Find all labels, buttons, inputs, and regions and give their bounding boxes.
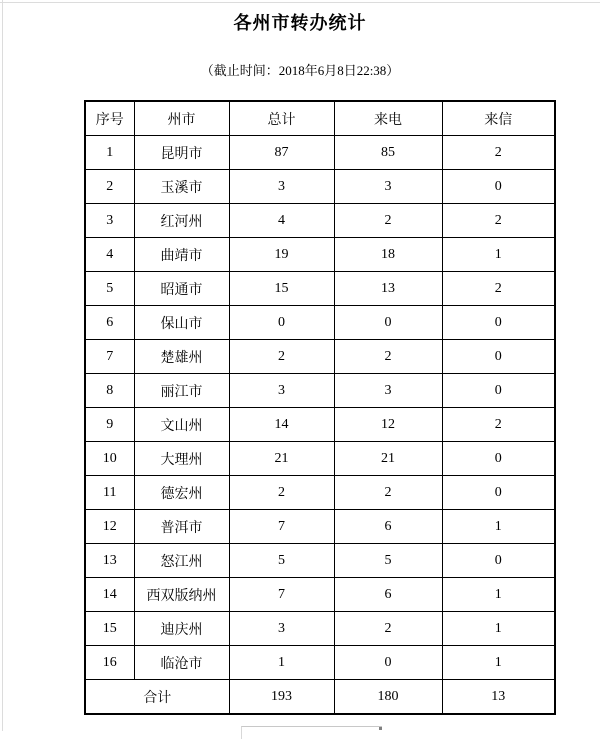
cell-letters: 0 [442,170,555,204]
cell-city: 文山州 [134,408,229,442]
cell-no: 5 [85,272,134,306]
cell-no: 9 [85,408,134,442]
cell-city: 曲靖市 [134,238,229,272]
cell-total: 1 [229,646,334,680]
statistics-table [84,100,556,715]
cell-calls: 18 [334,238,442,272]
cell-calls: 6 [334,510,442,544]
cutoff-bottom-control[interactable] [241,726,382,739]
cell-calls: 2 [334,612,442,646]
cell-calls: 13 [334,272,442,306]
cell-city: 楚雄州 [134,340,229,374]
cell-no: 3 [85,204,134,238]
table-row [85,238,555,272]
footer-label: 合计 [85,680,229,715]
cell-total: 7 [229,578,334,612]
cell-calls: 2 [334,476,442,510]
cell-letters: 1 [442,238,555,272]
table-row [85,272,555,306]
cell-letters: 2 [442,136,555,170]
table-row [85,646,555,680]
cell-letters: 0 [442,340,555,374]
table-footer-row [85,680,555,715]
table-row [85,544,555,578]
page-title: 各州市转办统计 [233,13,367,33]
cell-no: 7 [85,340,134,374]
cell-city: 昆明市 [134,136,229,170]
table-row [85,136,555,170]
cell-letters: 2 [442,204,555,238]
header-letters: 来信 [442,101,555,136]
cell-city: 迪庆州 [134,612,229,646]
cell-letters: 1 [442,510,555,544]
cell-calls: 5 [334,544,442,578]
table-row [85,442,555,476]
table-row [85,578,555,612]
cell-letters: 0 [442,476,555,510]
cell-no: 8 [85,374,134,408]
cell-no: 14 [85,578,134,612]
cell-no: 11 [85,476,134,510]
table-row [85,204,555,238]
cell-no: 1 [85,136,134,170]
table-row [85,374,555,408]
cell-total: 3 [229,374,334,408]
cell-calls: 2 [334,340,442,374]
cell-city: 大理州 [134,442,229,476]
header-no: 序号 [85,101,134,136]
cell-no: 4 [85,238,134,272]
table-row [85,612,555,646]
cell-no: 16 [85,646,134,680]
cell-no: 10 [85,442,134,476]
cell-total: 2 [229,340,334,374]
cell-no: 15 [85,612,134,646]
cell-total: 2 [229,476,334,510]
cell-letters: 0 [442,306,555,340]
cell-city: 临沧市 [134,646,229,680]
cell-calls: 6 [334,578,442,612]
cell-calls: 12 [334,408,442,442]
cell-letters: 1 [442,578,555,612]
cell-calls: 3 [334,170,442,204]
cell-calls: 3 [334,374,442,408]
cell-letters: 0 [442,442,555,476]
table-row [85,408,555,442]
footer-calls: 180 [334,680,442,715]
table-header-row [85,101,555,136]
cell-total: 5 [229,544,334,578]
table-row [85,476,555,510]
cell-total: 19 [229,238,334,272]
cell-city: 昭通市 [134,272,229,306]
cell-no: 2 [85,170,134,204]
cell-calls: 0 [334,646,442,680]
cell-total: 4 [229,204,334,238]
cell-letters: 0 [442,374,555,408]
cell-city: 德宏州 [134,476,229,510]
cell-city: 玉溪市 [134,170,229,204]
cell-letters: 0 [442,544,555,578]
cell-city: 保山市 [134,306,229,340]
footer-total: 193 [229,680,334,715]
cell-letters: 1 [442,612,555,646]
cell-total: 3 [229,612,334,646]
cell-total: 7 [229,510,334,544]
cell-no: 13 [85,544,134,578]
cell-total: 0 [229,306,334,340]
cutoff-control-corner [379,727,382,730]
cell-calls: 85 [334,136,442,170]
header-total: 总计 [229,101,334,136]
cell-calls: 21 [334,442,442,476]
cell-letters: 1 [442,646,555,680]
table-row [85,510,555,544]
page-border-left [2,0,3,731]
footer-letters: 13 [442,680,555,715]
cell-city: 西双版纳州 [134,578,229,612]
cell-city: 怒江州 [134,544,229,578]
cell-total: 21 [229,442,334,476]
cell-city: 红河州 [134,204,229,238]
table-row [85,306,555,340]
cell-total: 14 [229,408,334,442]
cell-city: 丽江市 [134,374,229,408]
cell-calls: 0 [334,306,442,340]
cell-letters: 2 [442,408,555,442]
table-row [85,340,555,374]
timestamp-subtitle: （截止时间：2018年6月8日22:38） [200,63,400,78]
cell-no: 12 [85,510,134,544]
cell-calls: 2 [334,204,442,238]
cell-letters: 2 [442,272,555,306]
cell-total: 3 [229,170,334,204]
cell-total: 15 [229,272,334,306]
cell-city: 普洱市 [134,510,229,544]
page-border-top [0,2,600,3]
cell-no: 6 [85,306,134,340]
cell-total: 87 [229,136,334,170]
table-row [85,170,555,204]
header-calls: 来电 [334,101,442,136]
header-city: 州市 [134,101,229,136]
